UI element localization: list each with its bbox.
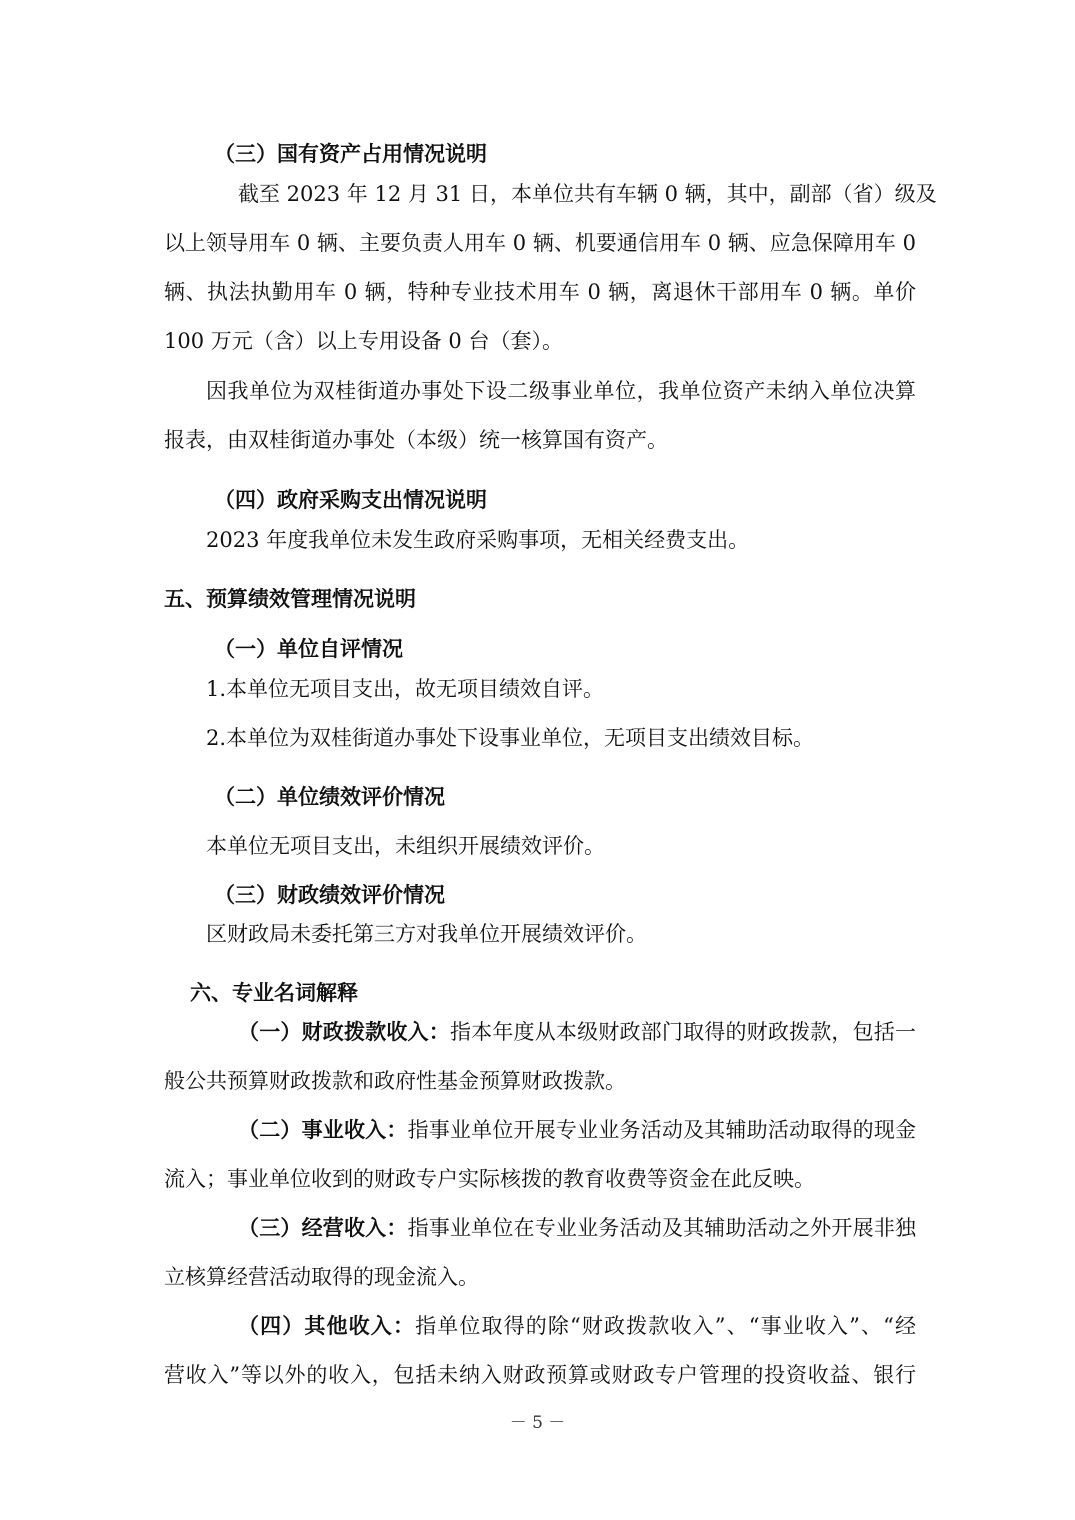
paragraph-line: 以上领导用车 0 辆、主要负责人用车 0 辆、机要通信用车 0 辆、应急保障用车 0 bbox=[164, 231, 916, 255]
part-heading-glossary: 六、专业名词解释 bbox=[190, 980, 358, 1005]
glossary-definition: 指本年度从本级财政部门取得的财政拨款，包括一 bbox=[449, 1020, 917, 1044]
part-heading-performance: 五、预算绩效管理情况说明 bbox=[164, 586, 416, 611]
section-heading-procurement: （四）政府采购支出情况说明 bbox=[214, 487, 487, 512]
glossary-term: （三）经营收入： bbox=[238, 1215, 408, 1240]
glossary-item-line bbox=[238, 1018, 916, 1046]
paragraph-line: 辆、执法执勤用车 0 辆，特种专业技术用车 0 辆，离退休干部用车 0 辆。单价 bbox=[164, 280, 916, 304]
glossary-item-line: 营收入”等以外的收入，包括未纳入财政预算或财政专户管理的投资收益、银行 bbox=[164, 1363, 916, 1387]
glossary-definition: 指事业单位开展专业业务活动及其辅助活动取得的现金 bbox=[407, 1118, 917, 1142]
paragraph-line: 100 万元（含）以上专用设备 0 台（套）。 bbox=[164, 329, 563, 353]
glossary-definition: 指事业单位在专业业务活动及其辅助活动之外开展非独 bbox=[407, 1216, 917, 1240]
glossary-term: （四）其他收入： bbox=[238, 1313, 416, 1338]
paragraph-line: 区财政局未委托第三方对我单位开展绩效评价。 bbox=[206, 922, 647, 946]
subsection-heading: （一）单位自评情况 bbox=[214, 636, 403, 661]
list-item: 1.本单位无项目支出，故无项目绩效自评。 bbox=[206, 677, 605, 701]
section-heading-assets: （三）国有资产占用情况说明 bbox=[214, 141, 487, 166]
glossary-item-line: 流入；事业单位收到的财政专户实际核拨的教育收费等资金在此反映。 bbox=[164, 1167, 815, 1191]
glossary-item-line bbox=[238, 1214, 916, 1242]
glossary-item-line bbox=[238, 1312, 916, 1340]
glossary-term: （一）财政拨款收入： bbox=[238, 1019, 450, 1044]
paragraph-line: 本单位无项目支出，未组织开展绩效评价。 bbox=[206, 834, 605, 858]
glossary-term: （二）事业收入： bbox=[238, 1117, 408, 1142]
glossary-item-line: 立核算经营活动取得的现金流入。 bbox=[164, 1265, 479, 1289]
page-number: － 5 － bbox=[509, 1413, 566, 1433]
paragraph-line: 截至 2023 年 12 月 31 日，本单位共有车辆 0 辆，其中，副部（省）级及 bbox=[238, 182, 937, 206]
glossary-definition: 指单位取得的除“财政拨款收入”、“事业收入”、“经 bbox=[415, 1314, 916, 1338]
glossary-item-line: 般公共预算财政拨款和政府性基金预算财政拨款。 bbox=[164, 1069, 626, 1093]
paragraph-line: 因我单位为双桂街道办事处下设二级事业单位，我单位资产未纳入单位决算 bbox=[206, 379, 916, 403]
paragraph-line: 2023 年度我单位未发生政府采购事项，无相关经费支出。 bbox=[206, 528, 750, 552]
subsection-heading: （三）财政绩效评价情况 bbox=[214, 882, 445, 907]
list-item: 2.本单位为双桂街道办事处下设事业单位，无项目支出绩效目标。 bbox=[206, 726, 815, 750]
glossary-item-line bbox=[238, 1116, 916, 1144]
subsection-heading: （二）单位绩效评价情况 bbox=[214, 784, 445, 809]
paragraph-line: 报表，由双桂街道办事处（本级）统一核算国有资产。 bbox=[164, 428, 668, 452]
